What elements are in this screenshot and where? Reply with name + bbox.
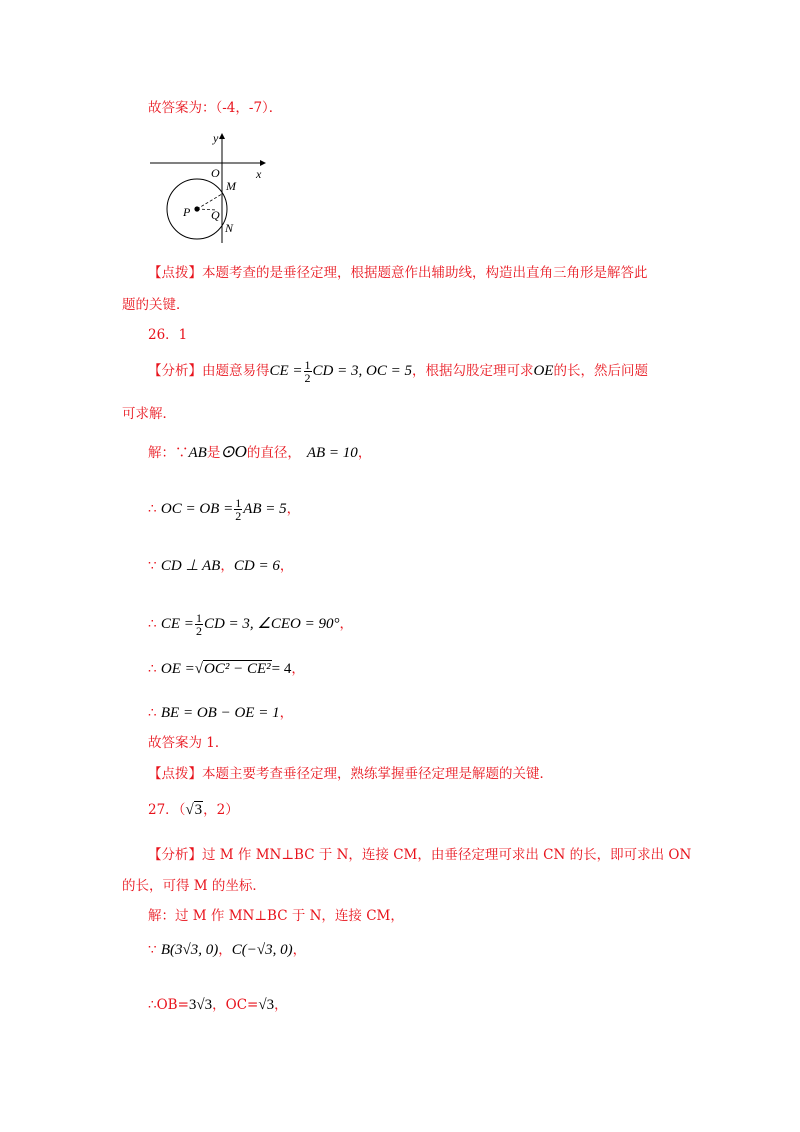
- solution-26-line4: [148, 612, 353, 637]
- s26-l5-b: = 4: [271, 661, 292, 677]
- s26-l6-end: ，: [279, 705, 294, 721]
- s27-l3-v1: 3√3: [188, 997, 213, 1013]
- analysis-26-oe: OE: [533, 363, 554, 379]
- s26-l2-frac: $\frac{1}{2}$: [235, 496, 242, 523]
- solution-26-line1: [148, 442, 371, 463]
- s27-l3-end: ，: [274, 997, 288, 1013]
- q27-post: ，2）: [203, 802, 239, 818]
- analysis-26-cd: CD = 3, OC = 5: [312, 363, 412, 379]
- s27-l2-c: ，: [218, 942, 232, 958]
- analysis-26-pre: 由题意易得: [202, 363, 270, 379]
- q27-rad: 3: [194, 802, 203, 818]
- s26-l1-eq: AB = 10: [306, 445, 358, 461]
- answer-25: 故答案为：（-4，-7）．: [148, 100, 283, 116]
- solution-26-line3: [148, 556, 293, 576]
- s26-l3-a: CD ⊥ AB: [160, 558, 221, 574]
- s26-l4-sym: ∴: [148, 616, 157, 632]
- s26-l4-b: CD = 3, ∠CEO = 90°: [203, 616, 340, 632]
- s27-l3-a: ∴OB=: [148, 997, 189, 1013]
- y-arrow: [219, 133, 225, 139]
- analysis-26-post2: 的长，然后问题: [553, 363, 648, 379]
- s26-l2-a: OC = OB =: [160, 501, 234, 517]
- point-p-label: P: [183, 205, 191, 219]
- x-arrow: [260, 160, 266, 166]
- s26-l3-b: CD = 6: [233, 558, 280, 574]
- s26-l5-sym: ∴: [148, 661, 157, 677]
- analysis-27-line1: [148, 845, 691, 865]
- tip-25-line2: 题的关键．: [122, 297, 190, 313]
- circle-figure: [145, 128, 275, 248]
- analysis-27-line2: 的长，可得 M 的坐标．: [122, 878, 266, 894]
- s26-l5-a: OE =: [160, 661, 195, 677]
- s26-l2-sym: ∴: [148, 501, 157, 517]
- s26-l1-circle-o: ⊙O: [220, 442, 247, 461]
- question-27-answer: [148, 800, 239, 820]
- tip-26: [148, 764, 553, 784]
- solution-26-line6: [148, 703, 293, 723]
- solution-27-line2: [148, 940, 306, 960]
- s26-l1-ab: AB: [188, 445, 207, 461]
- q27-sqrt: √3: [185, 802, 203, 818]
- question-26-answer: 26．1: [148, 327, 188, 343]
- s26-l4-a: CE =: [160, 616, 194, 632]
- s26-l6-a: BE = OB − OE = 1: [160, 705, 280, 721]
- s26-l1-dia: 的直径，: [246, 445, 301, 461]
- s27-l3-v2: √3: [258, 997, 275, 1013]
- s27-l2-b: C(−√3, 0): [231, 942, 293, 958]
- s26-l2-end: ，: [286, 501, 301, 517]
- analysis-26-line1: [148, 359, 648, 384]
- s26-l3-c: ，: [220, 558, 234, 574]
- s27-l2-end: ，: [292, 942, 307, 958]
- tip-25-line1: [148, 263, 648, 283]
- s26-l2-b: AB = 5: [243, 501, 287, 517]
- analysis-26-bracket: 【分析】: [148, 363, 202, 379]
- s26-l4-end: ，: [339, 616, 353, 632]
- s26-l3-sym: ∵: [148, 558, 157, 574]
- s27-l3-c: ，OC=: [212, 997, 259, 1013]
- tip-25-bracket: 【点拨】: [148, 265, 202, 281]
- s26-l5-sqrt: √OC² − CE²: [194, 661, 271, 677]
- tip-25-text1: 本题考查的是垂径定理，根据题意作出辅助线，构造出直角三角形是解答此: [202, 265, 648, 281]
- analysis-26-post: ，根据勾股定理可求: [411, 363, 534, 379]
- solution-27-line1: 解：过 M 作 MN⊥BC 于 N，连接 CM，: [148, 908, 404, 924]
- pq-line: [197, 194, 222, 209]
- q27-pre: 27．（: [148, 802, 186, 818]
- tip-26-text: 本题主要考查垂径定理，熟练掌握垂径定理是解题的关键．: [202, 766, 553, 782]
- s26-l5-end: ，: [291, 661, 305, 677]
- x-label: x: [256, 167, 262, 181]
- s26-l1-end: ，: [357, 445, 372, 461]
- solution-27-line3: [148, 995, 288, 1015]
- solution-26-line5: [148, 659, 305, 679]
- analysis-27-bracket: 【分析】: [148, 847, 202, 863]
- s26-l5-rad: OC² − CE²: [204, 661, 271, 677]
- analysis-26-line2: 可求解．: [122, 406, 176, 422]
- s27-l2-a: B(3√3, 0): [160, 942, 219, 958]
- s26-l1-is: 是: [206, 445, 221, 461]
- y-label: y: [213, 131, 219, 145]
- solution-26-line2: [148, 497, 300, 522]
- s26-l6-sym: ∴: [148, 705, 157, 721]
- s26-l4-frac: $\frac{1}{2}$: [195, 611, 202, 638]
- tip-26-bracket: 【点拨】: [148, 766, 202, 782]
- analysis-26-ce: CE =: [269, 363, 303, 379]
- solution-26-answer: 故答案为 1．: [148, 735, 229, 751]
- s26-l1-pre: 解：∵: [148, 445, 189, 461]
- s27-l2-sym: ∵: [148, 942, 157, 958]
- s26-l3-end: ，: [279, 558, 294, 574]
- point-q-label: Q: [211, 208, 220, 222]
- point-m-label: M: [226, 179, 236, 193]
- point-n-label: N: [225, 221, 234, 235]
- analysis-27-text1: 过 M 作 MN⊥BC 于 N，连接 CM，由垂径定理可求出 CN 的长，即可求出 ON: [202, 847, 692, 863]
- analysis-26-frac: $\frac{1}{2}$: [304, 358, 311, 385]
- origin-label: O: [211, 166, 220, 180]
